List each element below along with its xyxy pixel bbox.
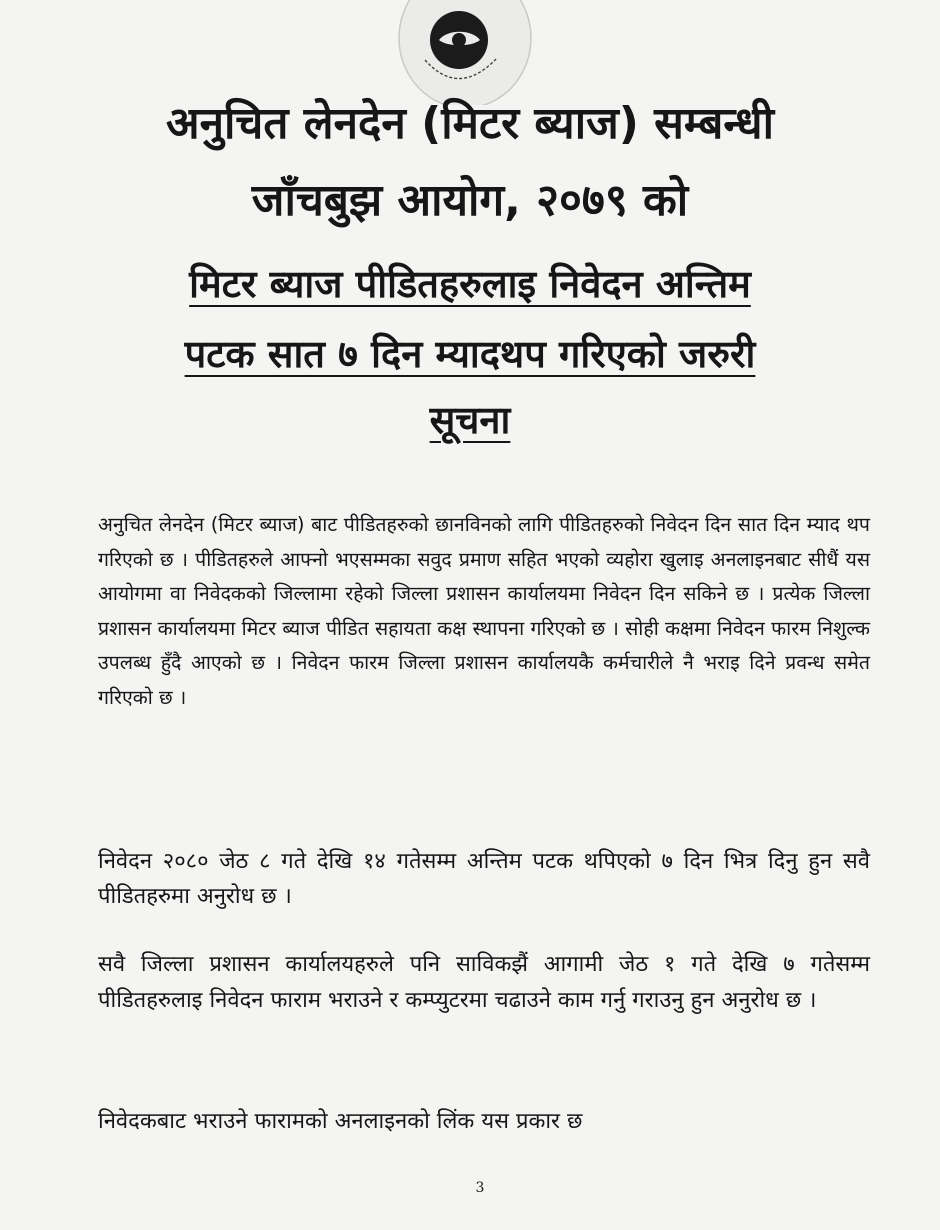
subtitle-line-1: मिटर ब्याज पीडितहरुलाइ निवेदन अन्तिम xyxy=(189,262,751,306)
subtitle-line-2: पटक सात ७ दिन म्यादथप गरिएको जरुरी xyxy=(184,332,756,376)
title-line-2: जाँचबुझ आयोग, २०७९ को xyxy=(251,175,689,226)
title-line-1: अनुचित लेनदेन (मिटर ब्याज) सम्बन्धी xyxy=(166,98,774,149)
page-number: 3 xyxy=(475,1180,485,1196)
online-link-note: निवेदकबाट भराउने फारामको अनलाइनको लिंक यस प्रकार छ xyxy=(98,1109,583,1134)
body-paragraph-1: अनुचित लेनदेन (मिटर ब्याज) बाट पीडितहरुको छानविनको लागि पीडितहरुको निवेदन दिन सात दिन म्याद थप गरिएको छ । पीडितहरुले आफ्नो भएसम्मका सवुद प्रमाण सहित भएको व्यहोरा खुलाइ अनलाइनबाट सीधैं यस आयोगमा वा निवेदकको जिल्लामा रहेको जिल्ला प्रशासन कार्यालयमा निवेदन दिन सकिने छ । प्रत्येक जिल्ला प्रशासन कार्यालयमा मिटर ब्याज पीडित सहायता कक्ष स्थापना गरिएको छ । सोही कक्षमा निवेदन फारम निशुल्क उपलब्ध हुँदै आएको छ । निवेदन फारम जिल्ला प्रशासन कार्यालयकै कर्मचारीले नै भराइ दिने प्रवन्ध समेत गरिएको छ । xyxy=(98,513,870,709)
subtitle-line-3: सूचना xyxy=(429,398,511,442)
body-paragraph-2: निवेदन २०८० जेठ ८ गते देखि १४ गतेसम्म अन्तिम पटक थपिएको ७ दिन भित्र दिनु हुन सवै पीडितहरुमा अनुरोध छ । xyxy=(98,849,870,909)
body-paragraph-3: सवै जिल्ला प्रशासन कार्यालयहरुले पनि साविकझैं आगामी जेठ १ गते देखि ७ गतेसम्म पीडितहरुलाइ निवेदन फाराम भराउने र कम्प्युटरमा चढाउने काम गर्नु गराउनु हुन अनुरोध छ । xyxy=(98,952,870,1013)
commission-seal-icon xyxy=(395,0,535,105)
